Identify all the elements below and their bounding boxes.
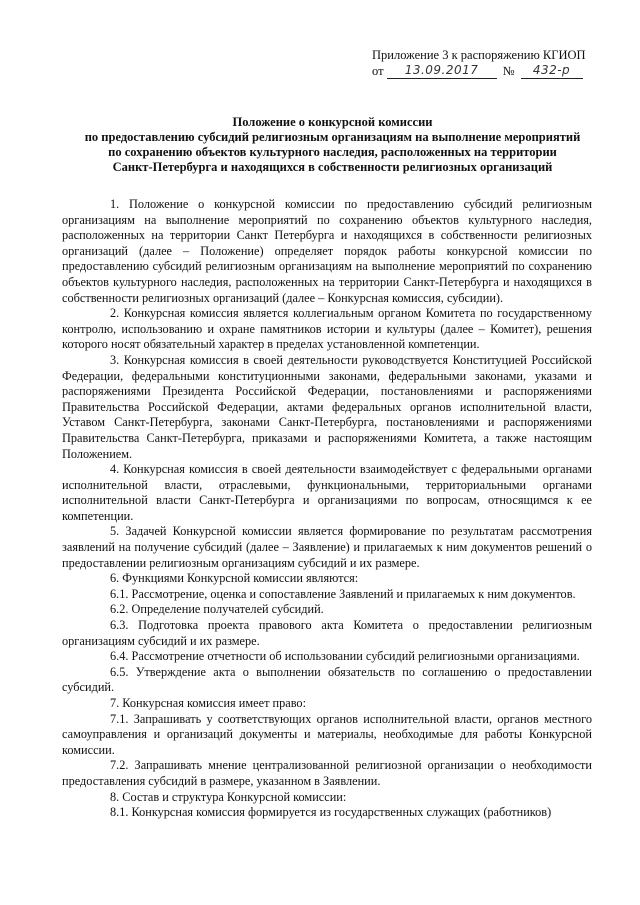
paragraph: 6.4. Рассмотрение отчетности об использовании субсидий религиозными организациями. [110,649,580,664]
title-line: по предоставлению субсидий религиозным организациям на выполнение мероприятий [84,130,581,144]
appendix-date-line [372,63,612,79]
document-body [62,197,592,821]
number-label: № [502,64,515,78]
paragraph: 7.1. Запрашивать у соответствующих органов исполнительной власти, органов местного самоуправления и организаций документы и материалы, необходимые для работы Конкурсной комиссии. [62,711,592,757]
paragraph: 6.5. Утверждение акта о выполнении обязательств по соглашению о предоставлении субсидий. [62,664,592,695]
paragraph: 8.1. Конкурсная комиссия формируется из государственных служащих (работников) [110,805,552,820]
paragraph: 1. Положение о конкурсной комиссии по предоставлению субсидий религиозным организациям на выполнение мероприятий по сохранению объектов культурного наследия, расположенных на территории Санкт Петербурга и находящихся в собственности религиозных организаций (далее – Положение) определяет порядок работы конкурсной комиссии по предоставлению субсидий религиозным организациям на выполнение мероприятий по сохранению объектов культурного наследия, расположенных на территории Санкт-Петербурга и находящихся в собственности религиозных организаций (далее – Конкурсная комиссия, субсидии). [62,197,592,305]
paragraph: 6.3. Подготовка проекта правового акта Комитета о предоставлении религиозным организациям субсидий и их размере. [62,618,592,648]
paragraph: 6.2. Определение получателей субсидий. [110,602,324,617]
paragraph: 7. Конкурсная комиссия имеет право: [110,696,306,710]
title-line: по сохранению объектов культурного наследия, расположенных на территории [108,145,557,159]
title-line: Положение о конкурсной комиссии [232,115,433,129]
title-line: Санкт-Петербурга и находящихся в собственности религиозных организаций [112,160,553,174]
document-title [60,115,605,175]
appendix-line: Приложение 3 к распоряжению КГИОП [372,48,586,62]
paragraph: 8. Состав и структура Конкурсной комиссии: [110,789,347,804]
paragraph: 2. Конкурсная комиссия является коллегиальным органом Комитета по государственному контролю, использованию и охране памятников истории и культуры (далее – Комитет), решения которого носят обязательный характер в пределах установленной компетенции. [62,306,592,352]
handwritten-number: 432-р [521,63,583,79]
paragraph: 3. Конкурсная комиссия в своей деятельности руководствуется Конституцией Российской Федерации, федеральными конституционными законами, федеральными законами, указами и распоряжениями Президента Российской Федерации, постановлениями и распоряжениями Правительства Российской Федерации, актами федеральных органов исполнительной власти, Уставом Санкт-Петербурга, законами Санкт-Петербурга, постановлениями и распоряжениями Правительства Санкт-Петербурга, приказами и распоряжениями Комитета, а также настоящим Положением. [62,352,592,461]
paragraph: 7.2. Запрашивать мнение централизованной религиозной организации о необходимости предоставления субсидий в размере, указанном в Заявлении. [62,758,592,788]
paragraph: 6. Функциями Конкурсной комиссии являются: [110,571,359,586]
appendix-header [372,47,612,79]
paragraph: 6.1. Рассмотрение, оценка и сопоставление Заявлений и прилагаемых к ним документов. [110,586,576,601]
paragraph: 4. Конкурсная комиссия в своей деятельности взаимодействует с федеральными органами исполнительной власти, отраслевыми, функциональными, территориальными органами исполнительной власти Санкт-Петербурга и организациями по вопросам, относящимся к ее компетенции. [62,462,592,523]
paragraph: 5. Задачей Конкурсной комиссии является формирование по результатам рассмотрения заявлений на получение субсидий (далее – Заявление) и прилагаемых к ним документов решений о предоставлении религиозным организациям субсидий и их размере. [62,524,592,570]
from-label: от [372,64,384,78]
handwritten-date: 13.09.2017 [387,63,497,79]
